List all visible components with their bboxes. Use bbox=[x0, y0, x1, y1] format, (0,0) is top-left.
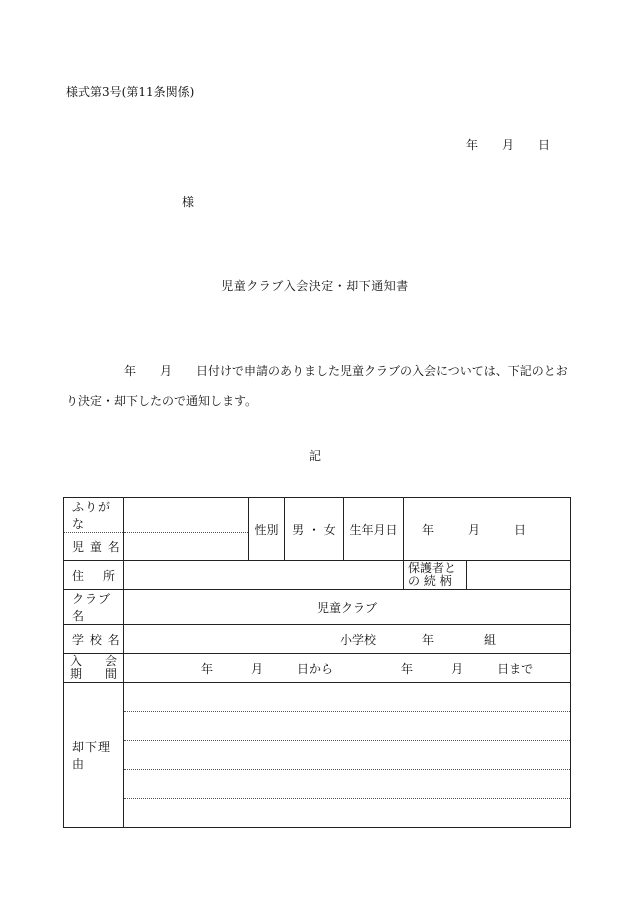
rejection-line bbox=[124, 799, 570, 827]
period-to-month: 月 bbox=[451, 661, 464, 676]
address-field[interactable] bbox=[124, 561, 404, 590]
furigana-label: ふりがな bbox=[64, 498, 124, 533]
address-label-1: 住 bbox=[72, 568, 85, 583]
period-field[interactable] bbox=[124, 654, 571, 683]
child-name-field[interactable] bbox=[124, 533, 249, 561]
period-to-day: 日まで bbox=[497, 661, 534, 676]
period-label bbox=[64, 654, 124, 683]
rejection-reason-label: 却下理由 bbox=[64, 683, 124, 828]
body-year: 年 bbox=[124, 364, 137, 378]
period-from-day: 日から bbox=[297, 661, 334, 676]
gender-label: 性別 bbox=[249, 498, 285, 561]
ki-heading: 記 bbox=[308, 449, 321, 463]
application-table bbox=[63, 497, 571, 828]
date-year: 年 bbox=[466, 138, 479, 152]
period-label-a2: 会 bbox=[104, 654, 117, 668]
body-line-1 bbox=[124, 362, 568, 379]
rejection-line bbox=[124, 683, 570, 712]
birthdate-field[interactable] bbox=[404, 498, 571, 561]
school-suffix: 小学校 bbox=[340, 632, 377, 647]
guardian-relationship-label bbox=[404, 561, 467, 589]
guardian-relationship-field[interactable] bbox=[467, 561, 570, 589]
rejection-line bbox=[124, 741, 570, 770]
birthdate-label: 生年月日 bbox=[344, 498, 404, 561]
school-field[interactable] bbox=[124, 625, 571, 654]
rejection-line bbox=[124, 770, 570, 799]
document-title: 児童クラブ入会決定・却下通知書 bbox=[221, 279, 409, 293]
gender-options[interactable]: 男 ・ 女 bbox=[285, 498, 344, 561]
addressee-suffix: 様 bbox=[182, 195, 195, 209]
address-label-2: 所 bbox=[102, 568, 115, 583]
body-month: 月 bbox=[160, 364, 173, 378]
period-to-year: 年 bbox=[401, 661, 414, 676]
guardian-rel-line1: 保護者と bbox=[408, 561, 457, 575]
school-year: 年 bbox=[422, 632, 435, 647]
school-class: 組 bbox=[484, 632, 497, 647]
birthdate-month: 月 bbox=[467, 522, 480, 537]
date-month: 月 bbox=[502, 138, 515, 152]
furigana-field[interactable] bbox=[124, 498, 249, 533]
period-from-year: 年 bbox=[201, 661, 214, 676]
date-line bbox=[466, 136, 550, 153]
child-name-label: 児 童 名 bbox=[64, 533, 124, 561]
club-field[interactable] bbox=[124, 590, 571, 625]
birthdate-year: 年 bbox=[421, 522, 434, 537]
club-value: 児童クラブ bbox=[316, 600, 377, 615]
period-from-month: 月 bbox=[251, 661, 264, 676]
period-label-b2: 間 bbox=[104, 667, 117, 681]
rejection-line bbox=[124, 712, 570, 741]
school-label: 学 校 名 bbox=[64, 625, 124, 654]
birthdate-day: 日 bbox=[513, 522, 526, 537]
body-line-2: り決定・却下したので通知します。 bbox=[66, 394, 258, 408]
date-day: 日 bbox=[538, 138, 551, 152]
rejection-reason-field[interactable] bbox=[124, 683, 571, 828]
form-number: 様式第3号(第11条関係) bbox=[66, 85, 195, 99]
club-label: クラブ名 bbox=[64, 590, 124, 625]
period-label-b1: 期 bbox=[70, 667, 83, 681]
guardian-rel-line2: の 続 柄 bbox=[408, 574, 452, 588]
guardian-relationship-cell bbox=[404, 561, 571, 590]
period-label-a1: 入 bbox=[70, 654, 83, 668]
body-line1-rest: 日付けで申請のありました児童クラブの入会については、下記のとお bbox=[196, 364, 568, 378]
address-label bbox=[64, 561, 124, 590]
